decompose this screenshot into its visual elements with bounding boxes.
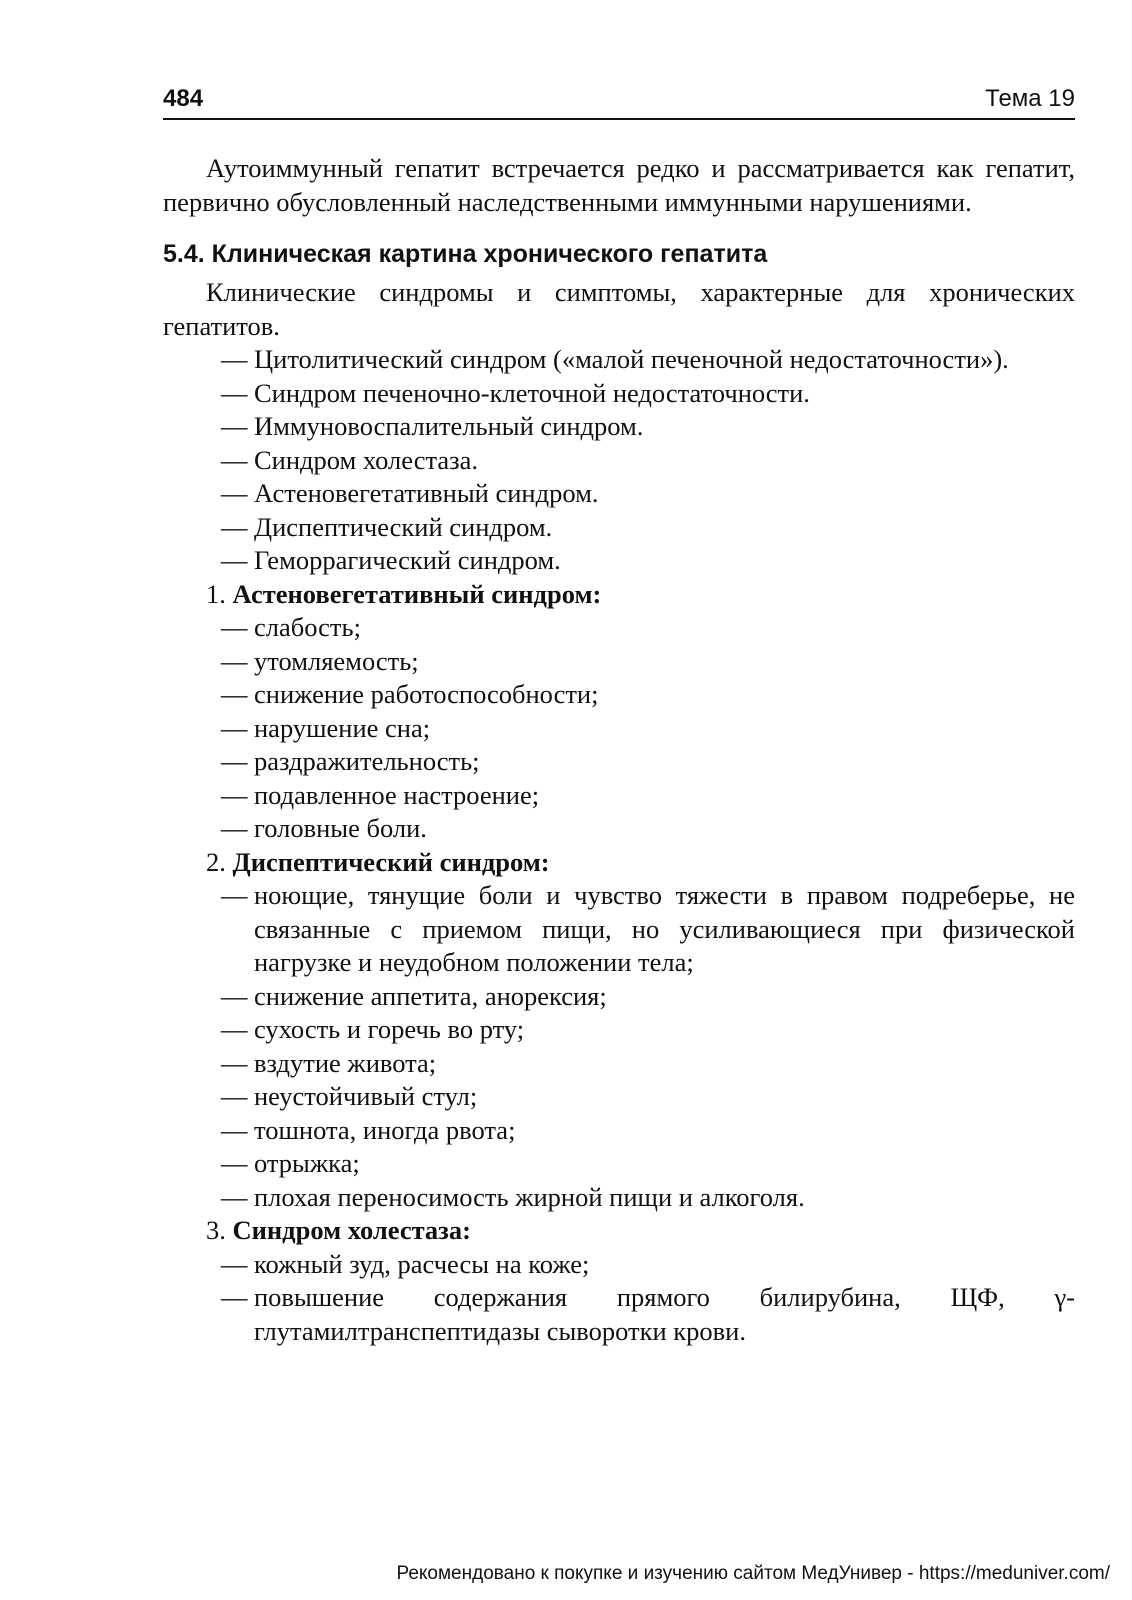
list-item: — повышение содержания прямого билирубина, ЩФ, γ-глутамилтранспептидазы сыворотки крови. — [254, 1281, 1075, 1348]
section-heading: 5.4. Клиническая картина хронического гепатита — [163, 240, 768, 268]
group-heading-cholestasis — [163, 1214, 1075, 1248]
footer-recommendation: Рекомендовано к покупке и изучению сайтом МедУнивер - https://meduniver.com/ — [396, 1563, 1110, 1584]
list-item: — вздутие живота; — [254, 1047, 1075, 1081]
list-item: — Астеновегетативный синдром. — [254, 477, 1075, 511]
list-item: — Геморрагический синдром. — [254, 544, 1075, 578]
syndrome-list — [163, 343, 1075, 578]
list-item: — кожный зуд, расчесы на коже; — [254, 1248, 1075, 1282]
list-item: — Цитолитический синдром («малой печеночной недостаточности»). — [254, 343, 1075, 377]
group-number: 1. — [206, 578, 226, 609]
list-item: — ноющие, тянущие боли и чувство тяжести в правом подреберье, не связанные с приемом пищи, но усиливающиеся при физической нагрузке и неудобном положении тела; — [254, 879, 1075, 980]
cholestasis-list — [163, 1248, 1075, 1349]
list-item: — Синдром печеночно-клеточной недостаточности. — [254, 377, 1075, 411]
list-item: — Диспептический синдром. — [254, 511, 1075, 545]
list-item: — снижение работоспособности; — [254, 678, 1075, 712]
list-item: — плохая переносимость жирной пищи и алкоголя. — [254, 1181, 1075, 1215]
list-item: — Синдром холестаза. — [254, 444, 1075, 478]
group-heading-dyspeptic — [163, 846, 1075, 880]
list-item: — тошнота, иногда рвота; — [254, 1114, 1075, 1148]
page-header — [163, 84, 1075, 120]
list-item: — слабость; — [254, 611, 1075, 645]
list-item: — неустойчивый стул; — [254, 1080, 1075, 1114]
list-item: — снижение аппетита, анорексия; — [254, 980, 1075, 1014]
group-title: Астеновегетативный синдром: — [232, 578, 602, 609]
list-item: — подавленное настроение; — [254, 779, 1075, 813]
group-title: Диспептический синдром: — [232, 846, 550, 877]
page-content — [163, 152, 1075, 1348]
group-number: 2. — [206, 846, 226, 877]
group-number: 3. — [206, 1215, 226, 1245]
list-item: — нарушение сна; — [254, 712, 1075, 746]
intro-paragraph: Аутоиммунный гепатит встречается редко и рассматривается как гепатит, первично обусловленный наследственными иммунными нарушениями. — [163, 153, 1075, 217]
list-item: — утомляемость; — [254, 645, 1075, 679]
running-title: Тема 19 — [985, 85, 1075, 112]
list-item: — Иммуновоспалительный синдром. — [254, 410, 1075, 444]
list-item: — отрыжка; — [254, 1147, 1075, 1181]
lead-paragraph: Клинические синдромы и симптомы, характерные для хронических гепатитов. — [163, 277, 1075, 341]
list-item: — сухость и горечь во рту; — [254, 1013, 1075, 1047]
group-heading-asthenovegetative — [163, 578, 1075, 612]
group-title: Синдром холестаза: — [232, 1215, 471, 1245]
page-number: 484 — [163, 85, 204, 112]
asthenovegetative-list — [163, 611, 1075, 846]
dyspeptic-list — [163, 879, 1075, 1214]
list-item: — раздражительность; — [254, 745, 1075, 779]
list-item: — головные боли. — [254, 812, 1075, 846]
